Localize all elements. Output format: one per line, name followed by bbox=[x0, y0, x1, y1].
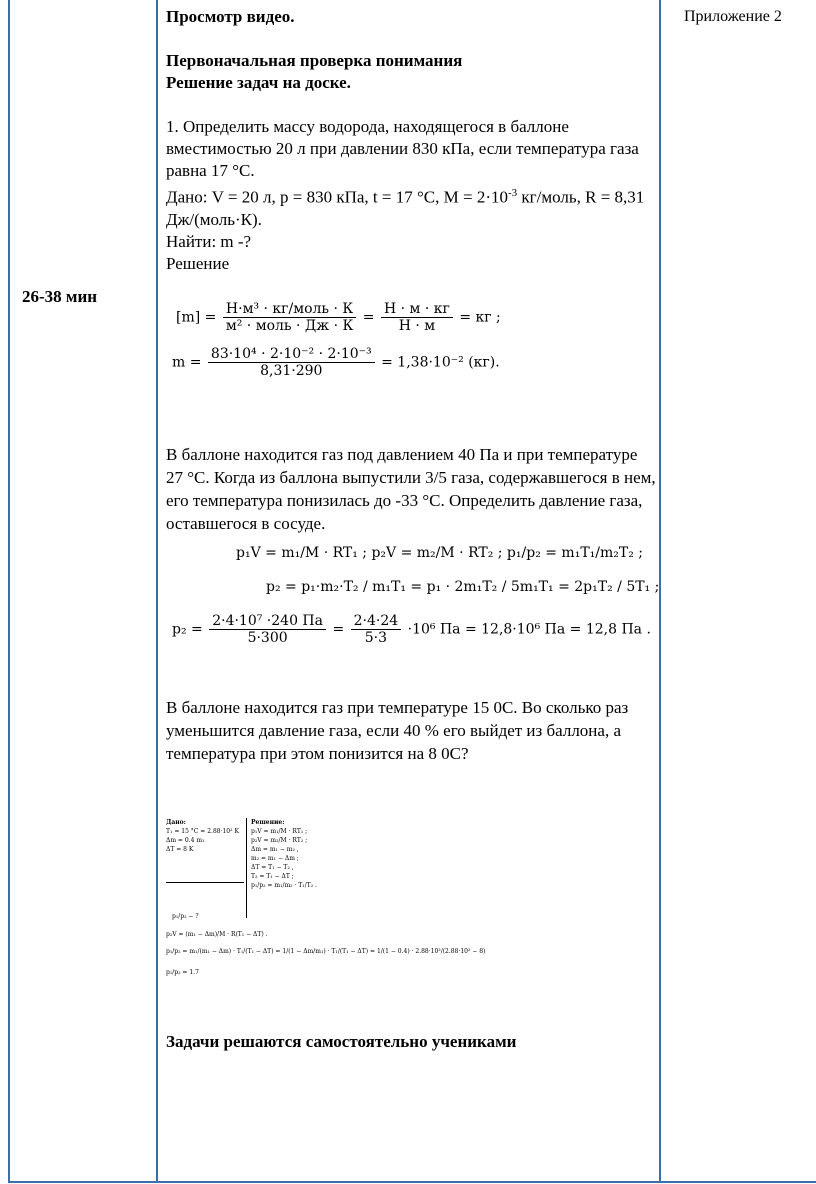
task3-text: В баллоне находится газ при температуре 15 0С. Во сколько раз уменьшится давление газа, если 40 % его выйдет из баллона, а температура при этом понизится на 8 0С? bbox=[166, 697, 629, 763]
task1-units-formula: [m] = $\frac{\text{Н·м³ · кг/моль · К}}{\text{м² · моль · Дж · К}}$ = $\frac{Н \cdot м \cdot кг}{Н \cdot м}$ = кг ; bbox=[176, 300, 501, 334]
task1-text: 1. Определить массу водорода, находящегося в баллоне вместимостью 20 л при давлении 830 кПа, если температура газа равна 17 °С. bbox=[166, 117, 639, 180]
task2-text: В баллоне находится газ под давлением 40 Па и при температуре 27 °С. Когда из баллона выпустили 3/5 газа, содержавшегося в нем, его температура понизилась до -33 °С. Определить давление газа, оставшегося в сосуде. bbox=[166, 444, 656, 533]
heading-check: Первоначальная проверка понимания bbox=[166, 51, 463, 70]
mini-find: p₁/p₂ − ? bbox=[172, 913, 199, 920]
column-divider-left bbox=[156, 0, 158, 1183]
mini-given: Дано: T₁ = 15 °C = 2.88·10² K Δm = 0.4 m₁ ΔT = 8 K bbox=[166, 819, 239, 853]
task3-solution-image bbox=[166, 818, 486, 998]
task1-solution-label: Решение bbox=[166, 253, 230, 273]
mini-bottom: p₂V = (m₁ − Δm)/M · R(T₁ − ΔT) . p₁/p₂ = m₁/(m₁ − Δm) · T₁/(T₁ − ΔT) = 1/(1 − Δm/m₁) · T₁/(T₁ − ΔT) = 1/(1 − 0.4) · 2.88·10²/(2.88·10² − 8) p₁/p₂ = 1.7 bbox=[166, 931, 486, 976]
lesson-content bbox=[166, 6, 660, 765]
task1-calc-formula: m = $\frac{\text{83·10⁴ · 2·10⁻² · 2·10⁻³}}{8,31\cdot 290}$ = 1,38·10⁻² (кг). bbox=[172, 345, 500, 379]
time-label: 26-38 мин bbox=[22, 287, 98, 306]
task2-eq3: p₂ = $\frac{\text{2·4·10⁷ ·240 Па}}{5\cdot 300}$ = $\frac{2\cdot 4\cdot 24}{5\cdot 3}$ ·10⁶ Па = 12,8·10⁶ Па = 12,8 Па . bbox=[172, 612, 651, 646]
task2-eq2: p₂ = p₁·m₂·T₂ / m₁T₁ = p₁ · 2m₁T₂ / 5m₁T₁ = 2p₁T₂ / 5T₁ ; bbox=[266, 578, 660, 595]
footer-note: Задачи решаются самостоятельно учениками bbox=[166, 1032, 517, 1051]
task1-given: Дано: V = 20 л, р = 830 кПа, t = 17 °С, $М = 2\cdot 10^{-3}$ кг/моль, R = 8,31 Дж/(моль·К). bbox=[166, 187, 645, 229]
appendix-label: Приложение 2 bbox=[684, 8, 782, 25]
task1-find: Найти: m -? bbox=[166, 231, 252, 251]
mini-solution: Решение: p₁V = m₁/M · RT₁ ; p₂V = m₂/M · RT₂ ; Δm = m₁ − m₂ , m₂ = m₁ − Δm ; ΔT = T₁ − T₂ , T₂ = T₁ − ΔT ; p₁/p₂ = m₁/m₂ · T₁/T₂ . bbox=[246, 818, 371, 918]
heading-video: Просмотр видео. bbox=[166, 7, 295, 26]
task2-eq1: p₁V = m₁/M · RT₁ ; p₂V = m₂/M · RT₂ ; p₁/p₂ = m₁T₁/m₂T₂ ; bbox=[236, 544, 643, 561]
heading-board: Решение задач на доске. bbox=[166, 73, 351, 92]
